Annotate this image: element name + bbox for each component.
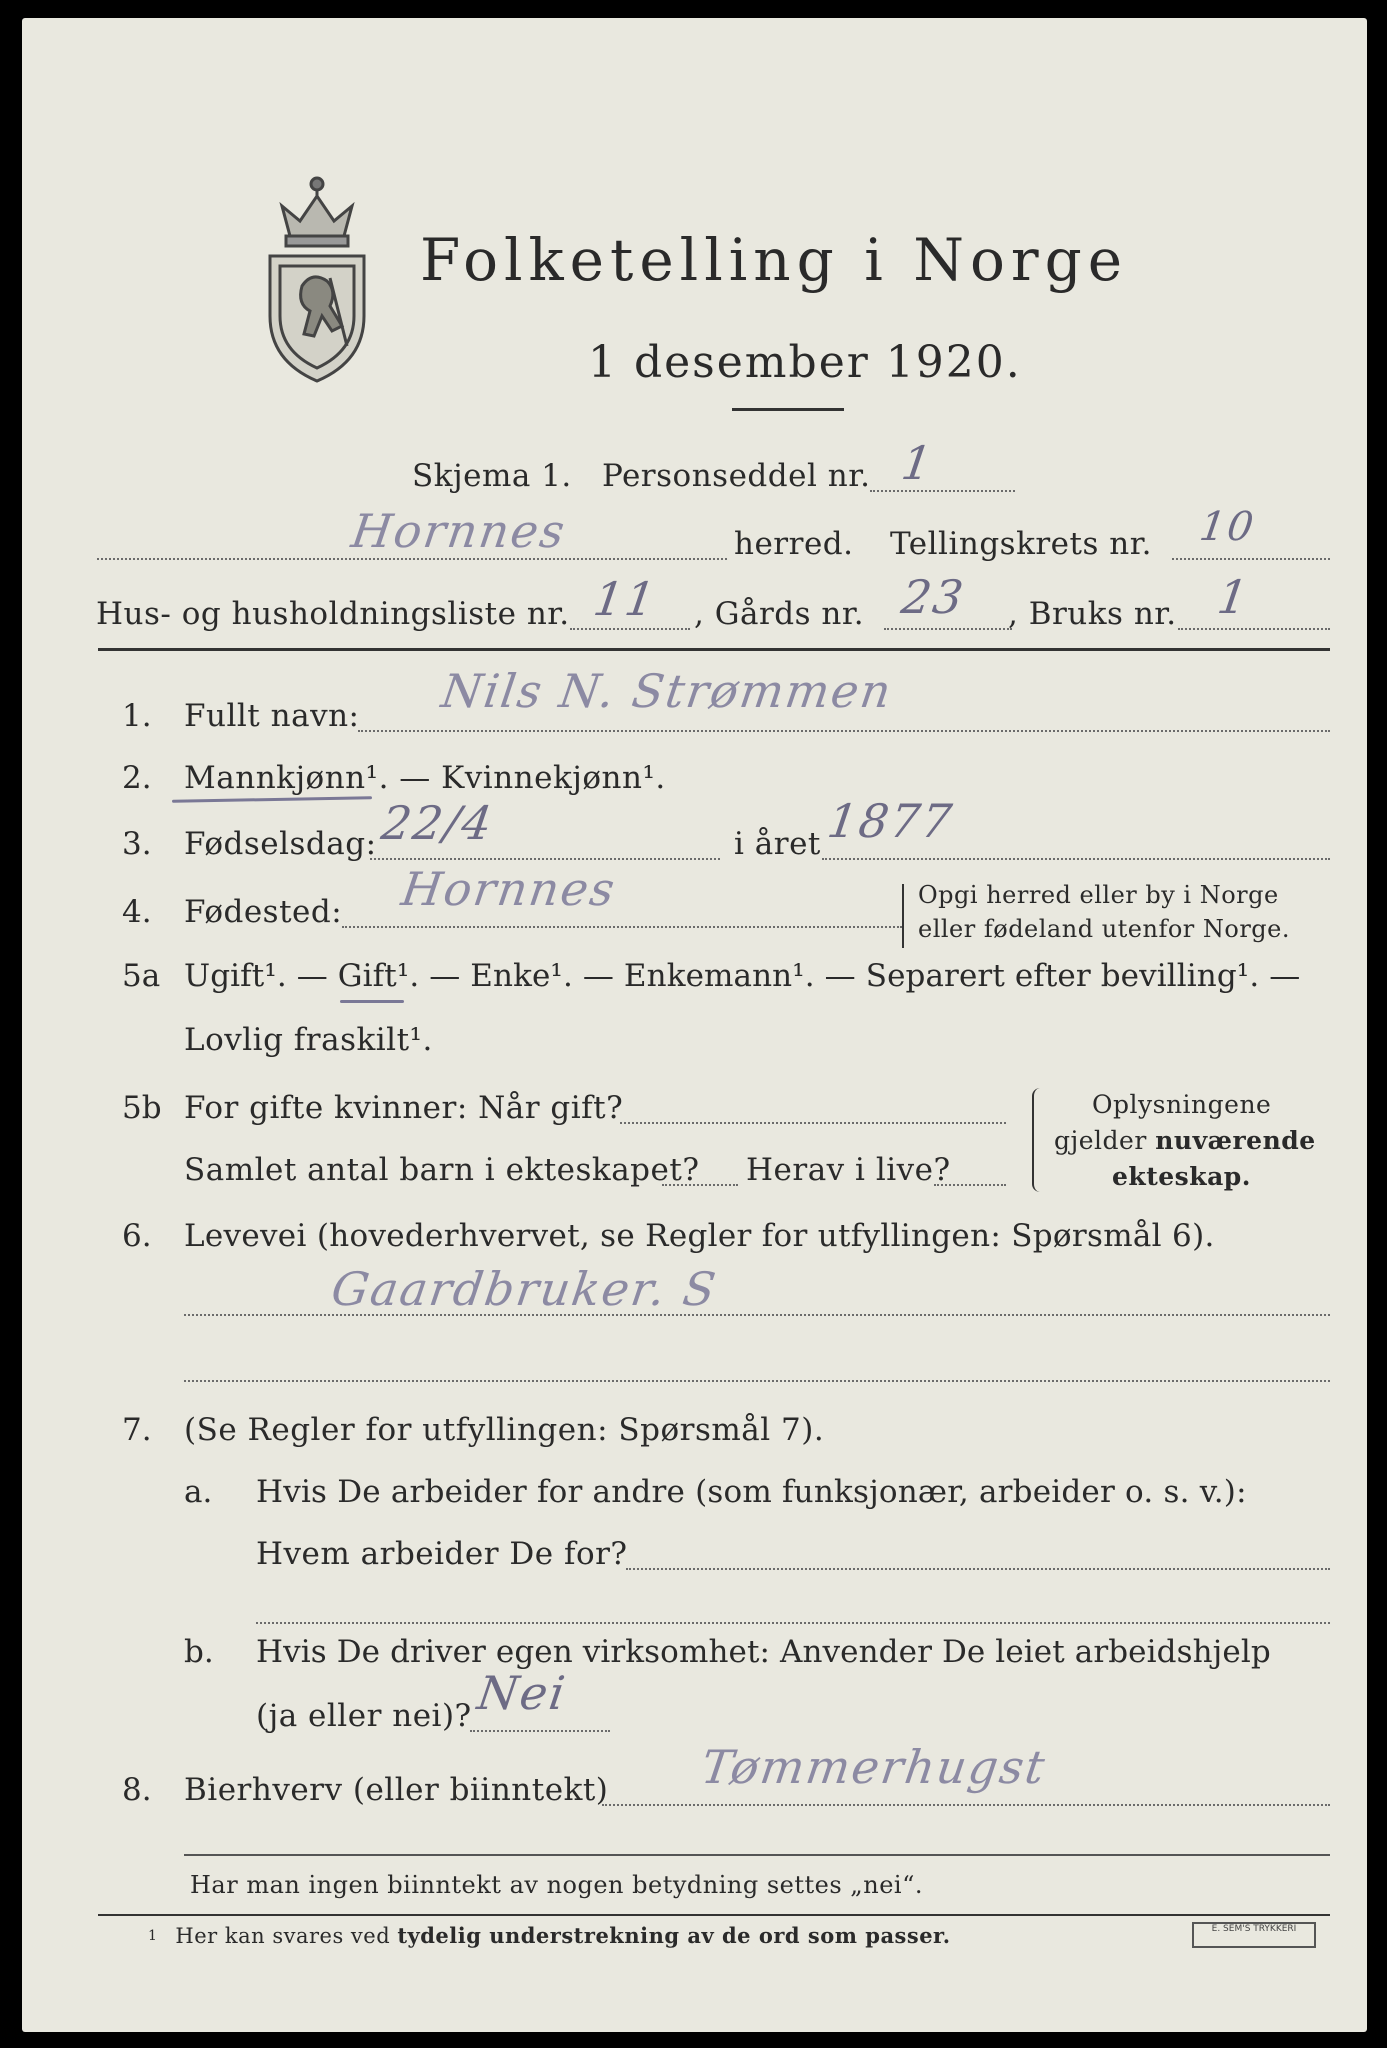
q1-line bbox=[358, 730, 1330, 732]
q1-label: Fullt navn: bbox=[184, 698, 360, 734]
q2-number: 2. bbox=[122, 760, 152, 796]
q6-value: Gaardbruker. S bbox=[328, 1262, 721, 1316]
q5b-note-line1: Oplysningene bbox=[1092, 1090, 1272, 1119]
q5b-line2b: Herav i live? bbox=[746, 1152, 951, 1188]
bruks-line bbox=[1178, 628, 1330, 630]
tellingskrets-line bbox=[1172, 558, 1330, 560]
q6-line2 bbox=[184, 1380, 1330, 1382]
bruks-label: , Bruks nr. bbox=[1008, 596, 1177, 632]
q5b-note-bracket bbox=[1032, 1088, 1044, 1192]
q3-year-value: 1877 bbox=[824, 794, 957, 848]
q7a-line-extra bbox=[256, 1622, 1330, 1624]
tellingskrets-label: Tellingskrets nr. bbox=[890, 526, 1152, 562]
q4-note-line2: eller fødeland utenfor Norge. bbox=[918, 915, 1291, 943]
bruks-value: 1 bbox=[1214, 570, 1254, 624]
form-title: Folketelling i Norge bbox=[420, 226, 1129, 294]
footnote-1-text-b: tydelig understrekning av de ord som passer. bbox=[397, 1923, 951, 1948]
q4-line bbox=[342, 926, 902, 928]
q5b-live-line bbox=[934, 1184, 1006, 1186]
q7a-line2: Hvem arbeider De for? bbox=[256, 1536, 628, 1572]
q7b-line2: (ja eller nei)? bbox=[256, 1698, 472, 1734]
q5b-line1: For gifte kvinner: Når gift? bbox=[184, 1090, 624, 1126]
footnote-biinntekt: Har man ingen biinntekt av nogen betydning settes „nei“. bbox=[190, 1871, 923, 1899]
q5a-gift-underline bbox=[340, 1000, 404, 1003]
q3-day-line bbox=[370, 858, 720, 860]
q5a-line1: Ugift¹. — Gift¹. — Enke¹. — Enkemann¹. — Separert efter bevilling¹. — bbox=[184, 958, 1301, 994]
q5b-note-gjelder: gjelder bbox=[1054, 1126, 1156, 1155]
q1-value: Nils N. Strømmen bbox=[438, 664, 897, 718]
q6-line1 bbox=[184, 1314, 1330, 1316]
census-form-page bbox=[22, 18, 1367, 2032]
q8-number: 8. bbox=[122, 1772, 152, 1808]
q5b-barn-line bbox=[662, 1184, 738, 1186]
printer-stamp-text: E. SEM'S TRYKKERI bbox=[1211, 1924, 1297, 1934]
tellingskrets-value: 10 bbox=[1196, 504, 1259, 550]
q7a-line bbox=[626, 1568, 1330, 1570]
footnote-divider bbox=[98, 1914, 1330, 1916]
footnote-1-text-a: Her kan svares ved bbox=[175, 1924, 398, 1948]
husliste-label: Hus- og husholdningsliste nr. bbox=[96, 596, 570, 632]
personseddel-label: Personseddel nr. bbox=[602, 458, 871, 494]
husliste-line bbox=[570, 628, 690, 630]
q2-mannkjonn-underline bbox=[172, 796, 372, 802]
gards-label: , Gårds nr. bbox=[694, 596, 865, 632]
footer-divider bbox=[184, 1854, 1330, 1856]
q6-number: 6. bbox=[122, 1218, 152, 1254]
q8-line bbox=[602, 1804, 1330, 1806]
q7b-line1: Hvis De driver egen virksomhet: Anvender De leiet arbeidshjelp bbox=[256, 1634, 1271, 1670]
q4-label: Fødested: bbox=[184, 894, 343, 930]
q3-value: 22/4 bbox=[378, 796, 498, 850]
footnote-1 bbox=[148, 1922, 951, 1950]
q5b-line2a: Samlet antal barn i ekteskapet? bbox=[184, 1152, 700, 1188]
q5a-number: 5a bbox=[122, 958, 161, 994]
personseddel-value: 1 bbox=[898, 436, 938, 490]
q5b-note-line2 bbox=[1054, 1126, 1316, 1156]
q4-note-line1: Opgi herred eller by i Norge bbox=[918, 881, 1279, 909]
gards-line bbox=[884, 628, 1012, 630]
herred-line bbox=[97, 558, 727, 560]
husliste-value: 11 bbox=[590, 572, 661, 626]
q3-year-label: i året bbox=[734, 826, 821, 862]
q7b-letter: b. bbox=[184, 1634, 214, 1670]
q2-label: Mannkjønn¹. — Kvinnekjønn¹. bbox=[184, 760, 666, 796]
q5a-line2: Lovlig fraskilt¹. bbox=[184, 1022, 433, 1058]
q7-label: (Se Regler for utfyllingen: Spørsmål 7). bbox=[184, 1412, 825, 1448]
footnote-1-marker: 1 bbox=[148, 1928, 158, 1944]
q7b-line bbox=[470, 1730, 610, 1732]
q5b-note-nuvaerende: nuværende bbox=[1155, 1126, 1316, 1155]
q7a-letter: a. bbox=[184, 1474, 213, 1510]
q1-number: 1. bbox=[122, 698, 152, 734]
q5b-nar-gift-line bbox=[620, 1122, 1006, 1124]
gards-value: 23 bbox=[898, 570, 969, 624]
herred-value: Hornnes bbox=[348, 504, 570, 558]
q3-number: 3. bbox=[122, 826, 152, 862]
q3-label: Fødselsdag: bbox=[184, 826, 377, 862]
header-divider bbox=[98, 648, 1330, 651]
herred-label: herred. bbox=[734, 526, 854, 562]
q4-value: Hornnes bbox=[398, 862, 620, 916]
q6-label: Levevei (hovederhvervet, se Regler for utfyllingen: Spørsmål 6). bbox=[184, 1218, 1215, 1254]
q4-note-bracket bbox=[902, 884, 910, 948]
q4-number: 4. bbox=[122, 894, 152, 930]
q5b-note-line3: ekteskap. bbox=[1112, 1162, 1251, 1191]
q3-year-line bbox=[822, 858, 1330, 860]
q7a-line1: Hvis De arbeider for andre (som funksjonær, arbeider o. s. v.): bbox=[256, 1474, 1247, 1510]
title-divider bbox=[732, 408, 844, 411]
q5b-number: 5b bbox=[122, 1090, 162, 1126]
form-date: 1 desember 1920. bbox=[588, 337, 1022, 388]
printer-stamp bbox=[1192, 1922, 1316, 1948]
personseddel-line bbox=[870, 490, 1015, 492]
skjema-label: Skjema 1. bbox=[412, 458, 572, 494]
q8-value: Tømmerhugst bbox=[698, 1740, 1050, 1794]
q7-number: 7. bbox=[122, 1412, 152, 1448]
q8-label: Bierhverv (eller biinntekt) bbox=[184, 1772, 609, 1808]
q7b-value: Nei bbox=[474, 1666, 570, 1720]
norwegian-coat-of-arms-icon bbox=[252, 166, 382, 386]
